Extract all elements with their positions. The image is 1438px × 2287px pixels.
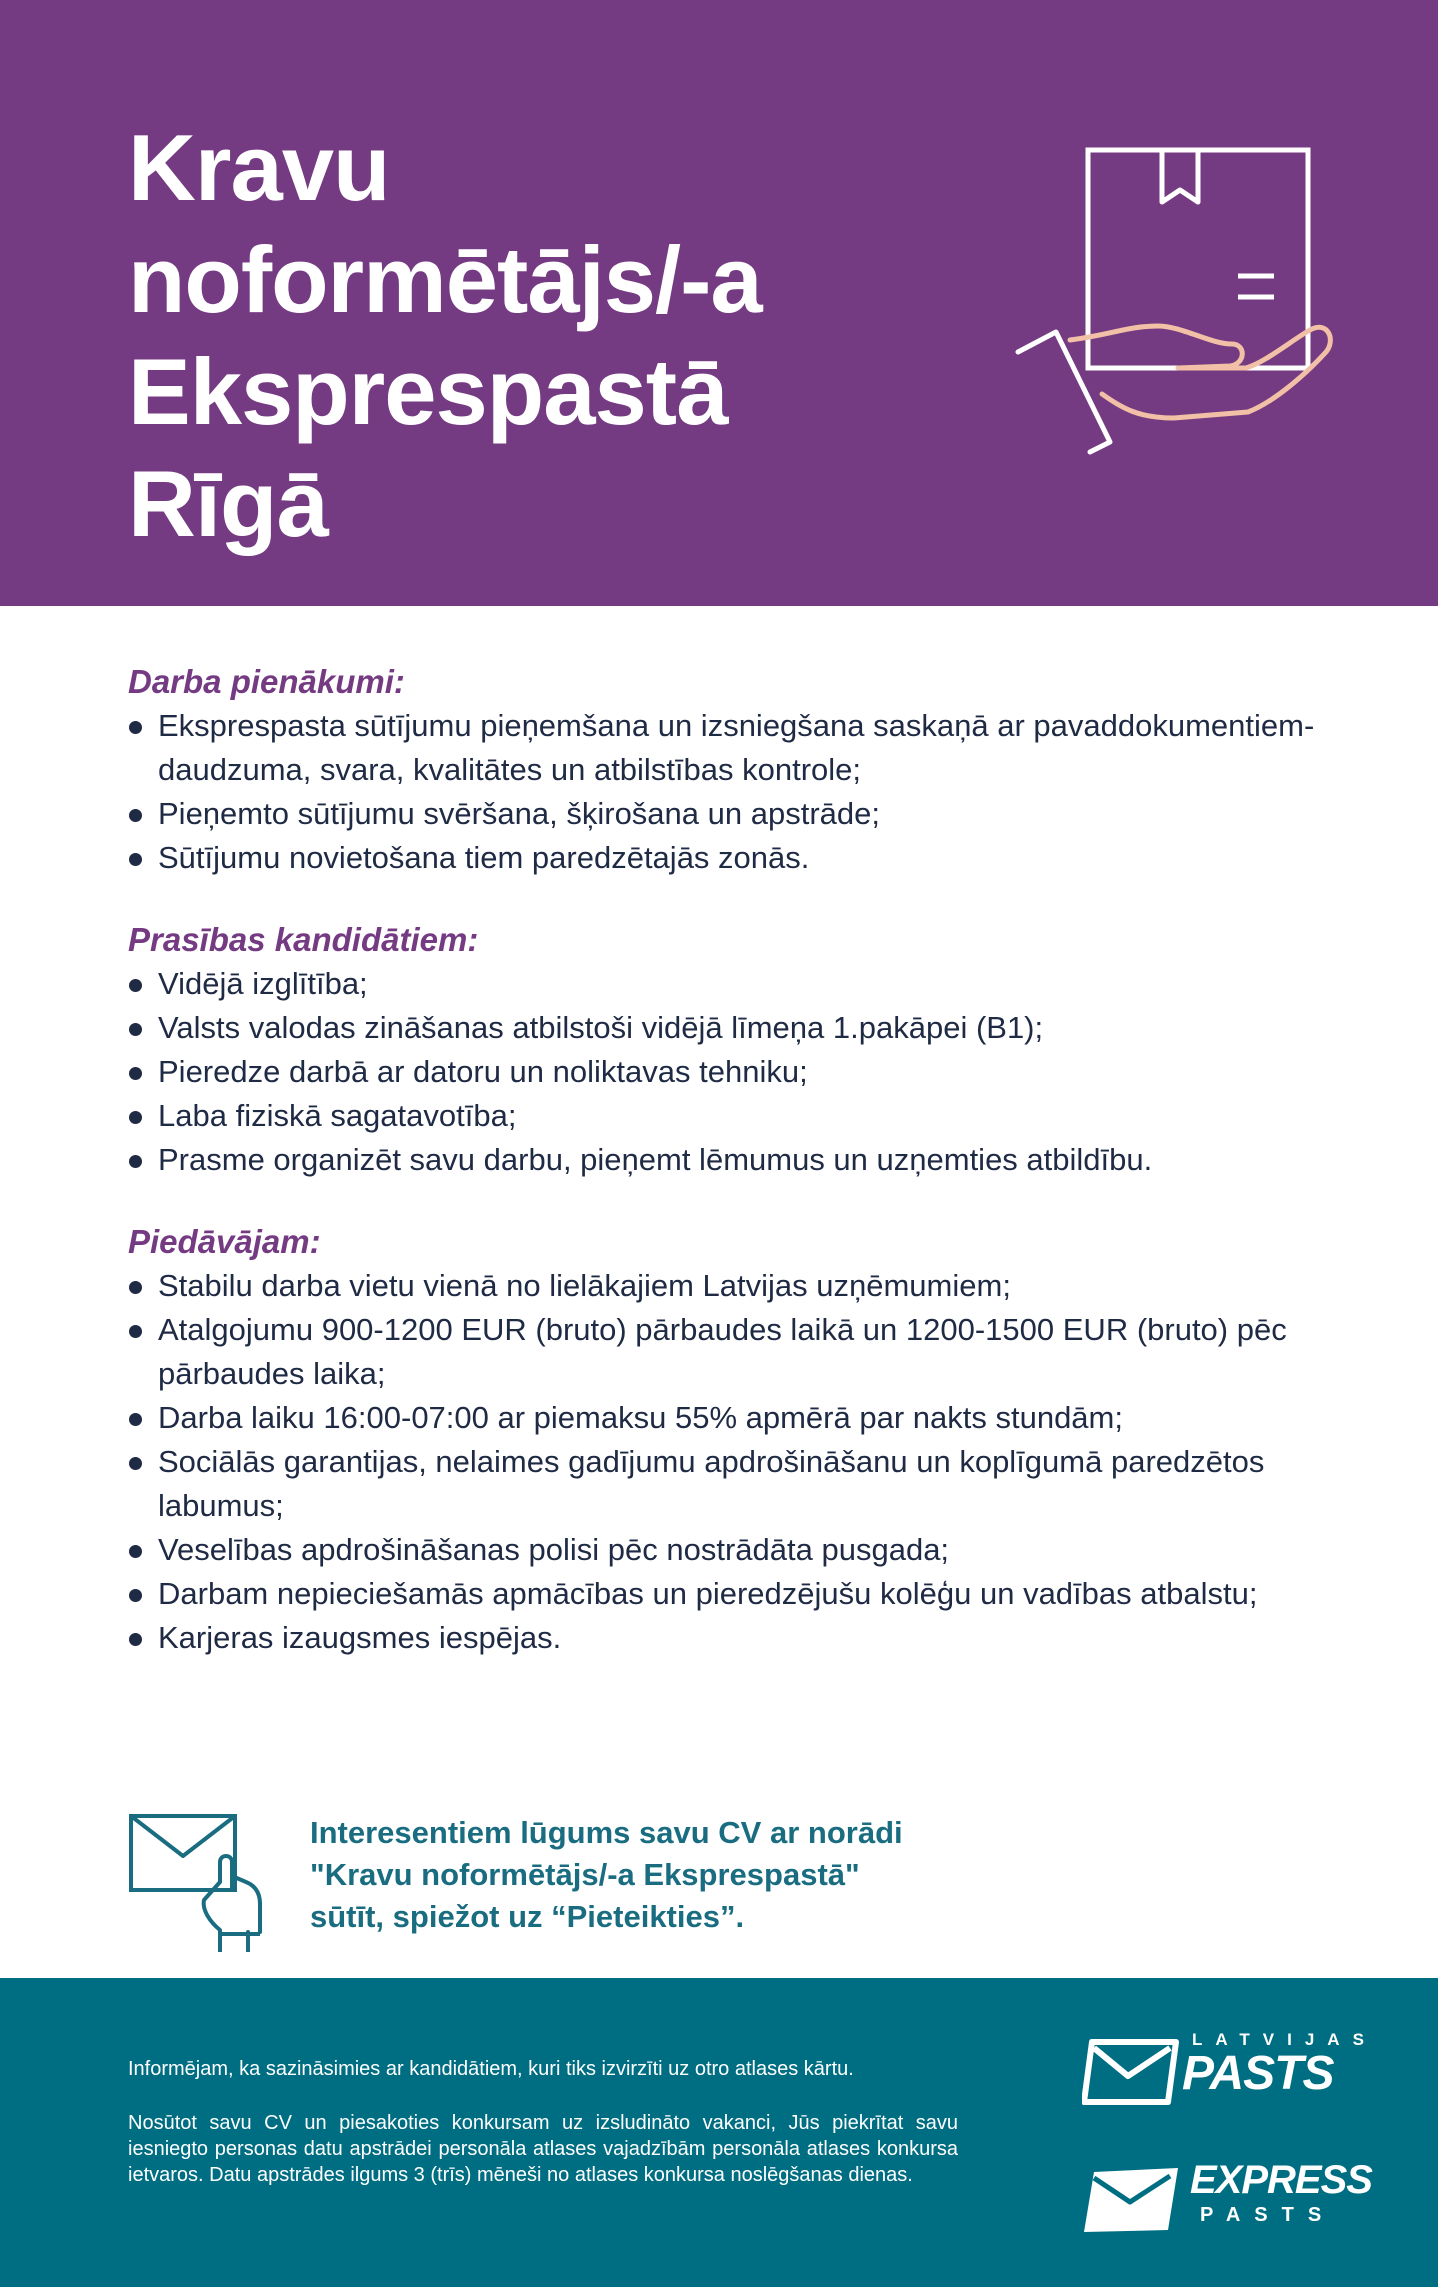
apply-instructions bbox=[128, 1812, 1128, 1952]
cta-line: Interesentiem lūgums savu CV ar norādi bbox=[310, 1815, 903, 1850]
offer-list bbox=[128, 1264, 1348, 1660]
title-line: Kravu bbox=[128, 115, 390, 220]
envelope-in-hand-icon bbox=[128, 1812, 268, 1952]
duties-list bbox=[128, 704, 1348, 880]
list-item: Stabilu darba vietu vienā no lielākajiem Latvijas uzņēmumiem; bbox=[128, 1264, 1348, 1308]
vacancy-content bbox=[128, 660, 1348, 1698]
section-offer bbox=[128, 1220, 1348, 1660]
list-item: Karjeras izaugsmes iespējas. bbox=[128, 1616, 1348, 1660]
section-duties bbox=[128, 660, 1348, 880]
section-requirements bbox=[128, 918, 1348, 1182]
cta-text bbox=[310, 1812, 1110, 1938]
cta-line: "Kravu noformētājs/-a Eksprespastā" bbox=[310, 1857, 860, 1892]
envelope-logo-icon bbox=[1082, 2166, 1182, 2234]
list-item: Laba fiziskā sagatavotība; bbox=[128, 1094, 1348, 1138]
express-pasts-logo bbox=[1082, 2158, 1382, 2238]
logo-big-text: PASTS bbox=[1182, 2047, 1334, 2100]
page-title bbox=[128, 112, 988, 560]
list-item: Pieņemto sūtījumu svēršana, šķirošana un apstrāde; bbox=[128, 792, 1348, 836]
list-item: Darba laiku 16:00-07:00 ar piemaksu 55% apmērā par nakts stundām; bbox=[128, 1396, 1348, 1440]
section-title: Darba pienākumi: bbox=[128, 663, 405, 700]
list-item: Valsts valodas zināšanas atbilstoši vidējā līmeņa 1.pakāpei (B1); bbox=[128, 1006, 1348, 1050]
header-banner bbox=[0, 0, 1438, 606]
logo-big-text: EXPRESS bbox=[1190, 2158, 1372, 2202]
list-item: Prasme organizēt savu darbu, pieņemt lēmumus un uzņemties atbildību. bbox=[128, 1138, 1348, 1182]
list-item: Sociālās garantijas, nelaimes gadījumu apdrošināšanu un koplīgumā paredzētos labumus; bbox=[128, 1440, 1348, 1528]
logo-small-text: LATVIJAS bbox=[1192, 2030, 1377, 2049]
list-item: Darbam nepieciešamās apmācības un pieredzējušu kolēģu un vadības atbalstu; bbox=[128, 1572, 1348, 1616]
envelope-logo-icon bbox=[1082, 2038, 1182, 2106]
list-item: Sūtījumu novietošana tiem paredzētajās zonās. bbox=[128, 836, 1348, 880]
list-item: Veselības apdrošināšanas polisi pēc nostrādāta pusgada; bbox=[128, 1528, 1348, 1572]
footer-note: Informējam, ka sazināsimies ar kandidātiem, kuri tiks izvirzīti uz otro atlases kārtu. bbox=[128, 2058, 854, 2080]
section-title: Piedāvājam: bbox=[128, 1223, 321, 1260]
title-line: noformētājs/-a bbox=[128, 227, 762, 332]
cta-line: sūtīt, spiežot uz “Pieteikties”. bbox=[310, 1899, 745, 1934]
list-item: Pieredze darbā ar datoru un noliktavas tehniku; bbox=[128, 1050, 1348, 1094]
title-line: Rīgā bbox=[128, 451, 328, 556]
footer bbox=[0, 1978, 1438, 2287]
title-line: Eksprespastā bbox=[128, 339, 728, 444]
latvijas-pasts-logo bbox=[1082, 2030, 1382, 2110]
privacy-note: Nosūtot savu CV un piesakoties konkursam uz izsludināto vakanci, Jūs piekrītat savu iesniegto personas datu apstrādei personāla atlases vajadzībām personāla atlases konkursa ietvaros. Datu apstrādes ilgums 3 (trīs) mēneši no atlases konkursa noslēgšanas dienas. bbox=[128, 2112, 958, 2186]
package-in-hand-icon bbox=[1010, 140, 1340, 470]
list-item: Atalgojumu 900-1200 EUR (bruto) pārbaudes laikā un 1200-1500 EUR (bruto) pēc pārbaudes laika; bbox=[128, 1308, 1348, 1396]
section-title: Prasības kandidātiem: bbox=[128, 921, 479, 958]
requirements-list bbox=[128, 962, 1348, 1182]
logo-small-text: PASTS bbox=[1200, 2204, 1336, 2226]
list-item: Eksprespasta sūtījumu pieņemšana un izsniegšana saskaņā ar pavaddokumentiem- daudzuma, svara, kvalitātes un atbilstības kontrole; bbox=[128, 704, 1348, 792]
list-item: Vidējā izglītība; bbox=[128, 962, 1348, 1006]
